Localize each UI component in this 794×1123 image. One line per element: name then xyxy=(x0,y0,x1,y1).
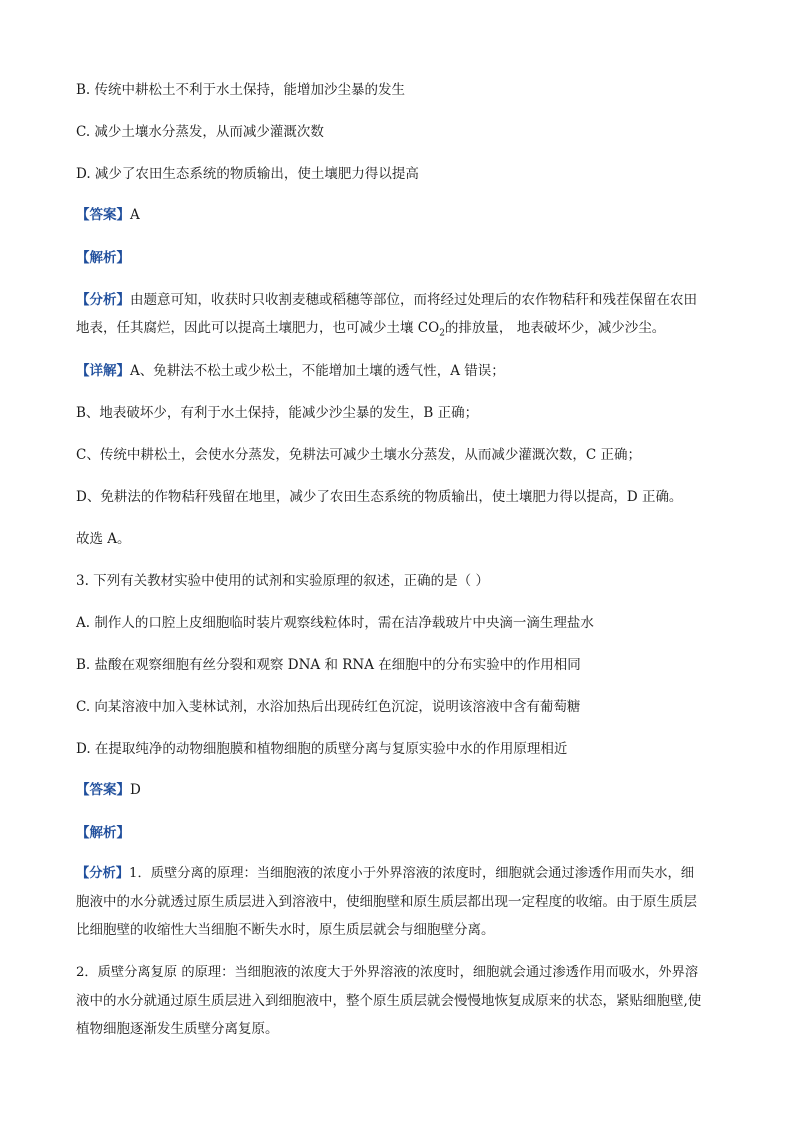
co2-subscript: 2 xyxy=(439,328,445,339)
q2-answer xyxy=(76,205,704,225)
q3-stem: 3. 下列有关教材实验中使用的试剂和实验原理的叙述，正确的是（ ） xyxy=(76,573,489,589)
xiangjie-text: A、免耕法不松土或少松土，不能增加土壤的透气性，A 错误； xyxy=(130,363,505,379)
fenxi-label: 【分析】 xyxy=(76,292,130,308)
q2-conclusion: 故选 A。 xyxy=(76,531,131,547)
q3-jiexi-heading xyxy=(76,823,704,843)
fenxi-text: 1．质壁分离的原理：当细胞液的浓度小于外界溶液的浓度时，细胞就会通过渗透作用而失水，细 xyxy=(129,866,694,881)
q3-fenxi-p2-line3: 植物细胞逐渐发生质壁分离复原。 xyxy=(76,1021,279,1037)
q2-jiexi-heading xyxy=(76,248,704,268)
jiexi-label: 【解析】 xyxy=(76,250,130,266)
answer-value: D xyxy=(130,782,141,798)
q3-option-b: B. 盐酸在观察细胞有丝分裂和观察 DNA 和 RNA 在细胞中的分布实验中的作用相同 xyxy=(76,657,581,673)
q2-option-b: B. 传统中耕松土不利于水土保持，能增加沙尘暴的发生 xyxy=(76,82,406,98)
q2-xiangjie-b: B、地表破坏少，有利于水土保持，能减少沙尘暴的发生，B 正确； xyxy=(76,405,479,421)
answer-value: A xyxy=(130,207,140,223)
fenxi-label: 【分析】 xyxy=(76,866,130,881)
q3-fenxi-p2-line2: 液中的水分就通过原生质层进入到细胞液中，整个原生质层就会慢慢地恢复成原来的状态，紧贴细胞壁,使 xyxy=(76,993,702,1009)
q3-option-a: A. 制作人的口腔上皮细胞临时装片观察线粒体时，需在洁净载玻片中央滴一滴生理盐水 xyxy=(76,615,594,631)
q3-fenxi-p1-line2: 胞液中的水分就透过原生质层进入到溶液中，使细胞壁和原生质层都出现一定程度的收缩。由于原生质层 xyxy=(76,894,697,910)
q2-xiangjie-d: D、免耕法的作物秸秆残留在地里，减少了农田生态系统的物质输出，使土壤肥力得以提高，D 正确。 xyxy=(76,489,683,505)
q2-option-c: C. 减少土壤水分蒸发，从而减少灌溉次数 xyxy=(76,124,324,140)
q3-fenxi-p1-line1 xyxy=(76,864,704,884)
q2-fenxi-line1 xyxy=(76,290,704,310)
q3-fenxi-p1-line3: 比细胞壁的收缩性大当细胞不断失水时，原生质层就会与细胞壁分离。 xyxy=(76,922,495,938)
q2-option-d: D. 减少了农田生态系统的物质输出，使土壤肥力得以提高 xyxy=(76,166,419,182)
q3-answer xyxy=(76,780,704,800)
answer-label: 【答案】 xyxy=(76,782,130,798)
q2-xiangjie-a xyxy=(76,361,704,381)
q2-fenxi-line2 xyxy=(76,318,704,338)
xiangjie-label: 【详解】 xyxy=(76,363,130,379)
answer-label: 【答案】 xyxy=(76,207,130,223)
fenxi-text: 的排放量， 地表破坏少，减少沙尘。 xyxy=(444,320,666,336)
fenxi-text: 由题意可知，收获时只收割麦穗或稻穗等部位，而将经过处理后的农作物秸秆和残茬保留在农田 xyxy=(130,292,697,308)
jiexi-label: 【解析】 xyxy=(76,825,130,841)
fenxi-text: 地表，任其腐烂，因此可以提高土壤肥力，也可减少土壤 CO xyxy=(76,320,440,336)
q3-fenxi-p2-line1: 2．质壁分离复原 的原理：当细胞液的浓度大于外界溶液的浓度时，细胞就会通过渗透作用而吸水，外界溶 xyxy=(76,965,699,980)
q3-option-c: C. 向某溶液中加入斐林试剂，水浴加热后出现砖红色沉淀，说明该溶液中含有葡萄糖 xyxy=(76,699,581,715)
q2-xiangjie-c: C、传统中耕松土，会使水分蒸发，免耕法可减少土壤水分蒸发，从而减少灌溉次数，C 正确； xyxy=(76,447,641,463)
q3-option-d: D. 在提取纯净的动物细胞膜和植物细胞的质壁分离与复原实验中水的作用原理相近 xyxy=(76,741,568,757)
